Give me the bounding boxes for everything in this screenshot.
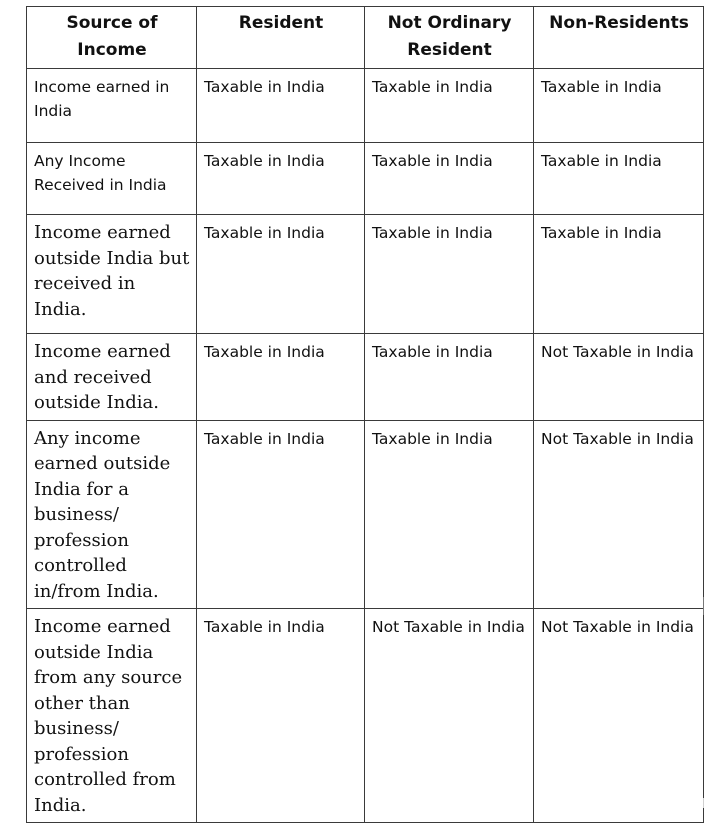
table-row — [27, 143, 704, 215]
table-row — [27, 334, 704, 421]
cell-source: Income earned outside India but received in India. — [27, 215, 197, 334]
cell-non-residents: Taxable in India — [534, 215, 704, 334]
cell-source: Any income earned outside India for a business/ profession controlled in/from India. — [27, 420, 197, 609]
cell-not-ordinary-resident: Not Taxable in India — [365, 609, 534, 823]
cell-source: Income earned and received outside India. — [27, 334, 197, 421]
cell-resident: Taxable in India — [197, 215, 365, 334]
cell-source: Income earned in India — [27, 69, 197, 143]
cell-not-ordinary-resident: Taxable in India — [365, 334, 534, 421]
text-cursor-mark — [703, 597, 704, 615]
cell-non-residents: Not Taxable in India — [534, 609, 704, 823]
cell-non-residents: Taxable in India — [534, 69, 704, 143]
cell-not-ordinary-resident: Taxable in India — [365, 69, 534, 143]
cell-not-ordinary-resident: Taxable in India — [365, 143, 534, 215]
cell-non-residents: Taxable in India — [534, 143, 704, 215]
cell-resident: Taxable in India — [197, 334, 365, 421]
cell-source: Income earned outside India from any source other than business/ profession controlled from India. — [27, 609, 197, 823]
table-row — [27, 69, 704, 143]
edge-mark — [703, 798, 704, 808]
header-source-of-income: Source of Income — [27, 7, 197, 69]
header-non-residents: Non-Residents — [534, 7, 704, 69]
tax-residency-table — [26, 6, 704, 823]
cell-resident: Taxable in India — [197, 69, 365, 143]
cell-non-residents: Not Taxable in India — [534, 334, 704, 421]
header-row — [27, 7, 704, 69]
cell-non-residents: Not Taxable in India — [534, 420, 704, 609]
header-not-ordinary-resident: Not Ordinary Resident — [365, 7, 534, 69]
cell-not-ordinary-resident: Taxable in India — [365, 420, 534, 609]
cell-source: Any Income Received in India — [27, 143, 197, 215]
cell-resident: Taxable in India — [197, 420, 365, 609]
table-row — [27, 609, 704, 823]
cell-resident: Taxable in India — [197, 143, 365, 215]
cell-not-ordinary-resident: Taxable in India — [365, 215, 534, 334]
header-resident: Resident — [197, 7, 365, 69]
table-row — [27, 215, 704, 334]
cell-resident: Taxable in India — [197, 609, 365, 823]
table-row — [27, 420, 704, 609]
